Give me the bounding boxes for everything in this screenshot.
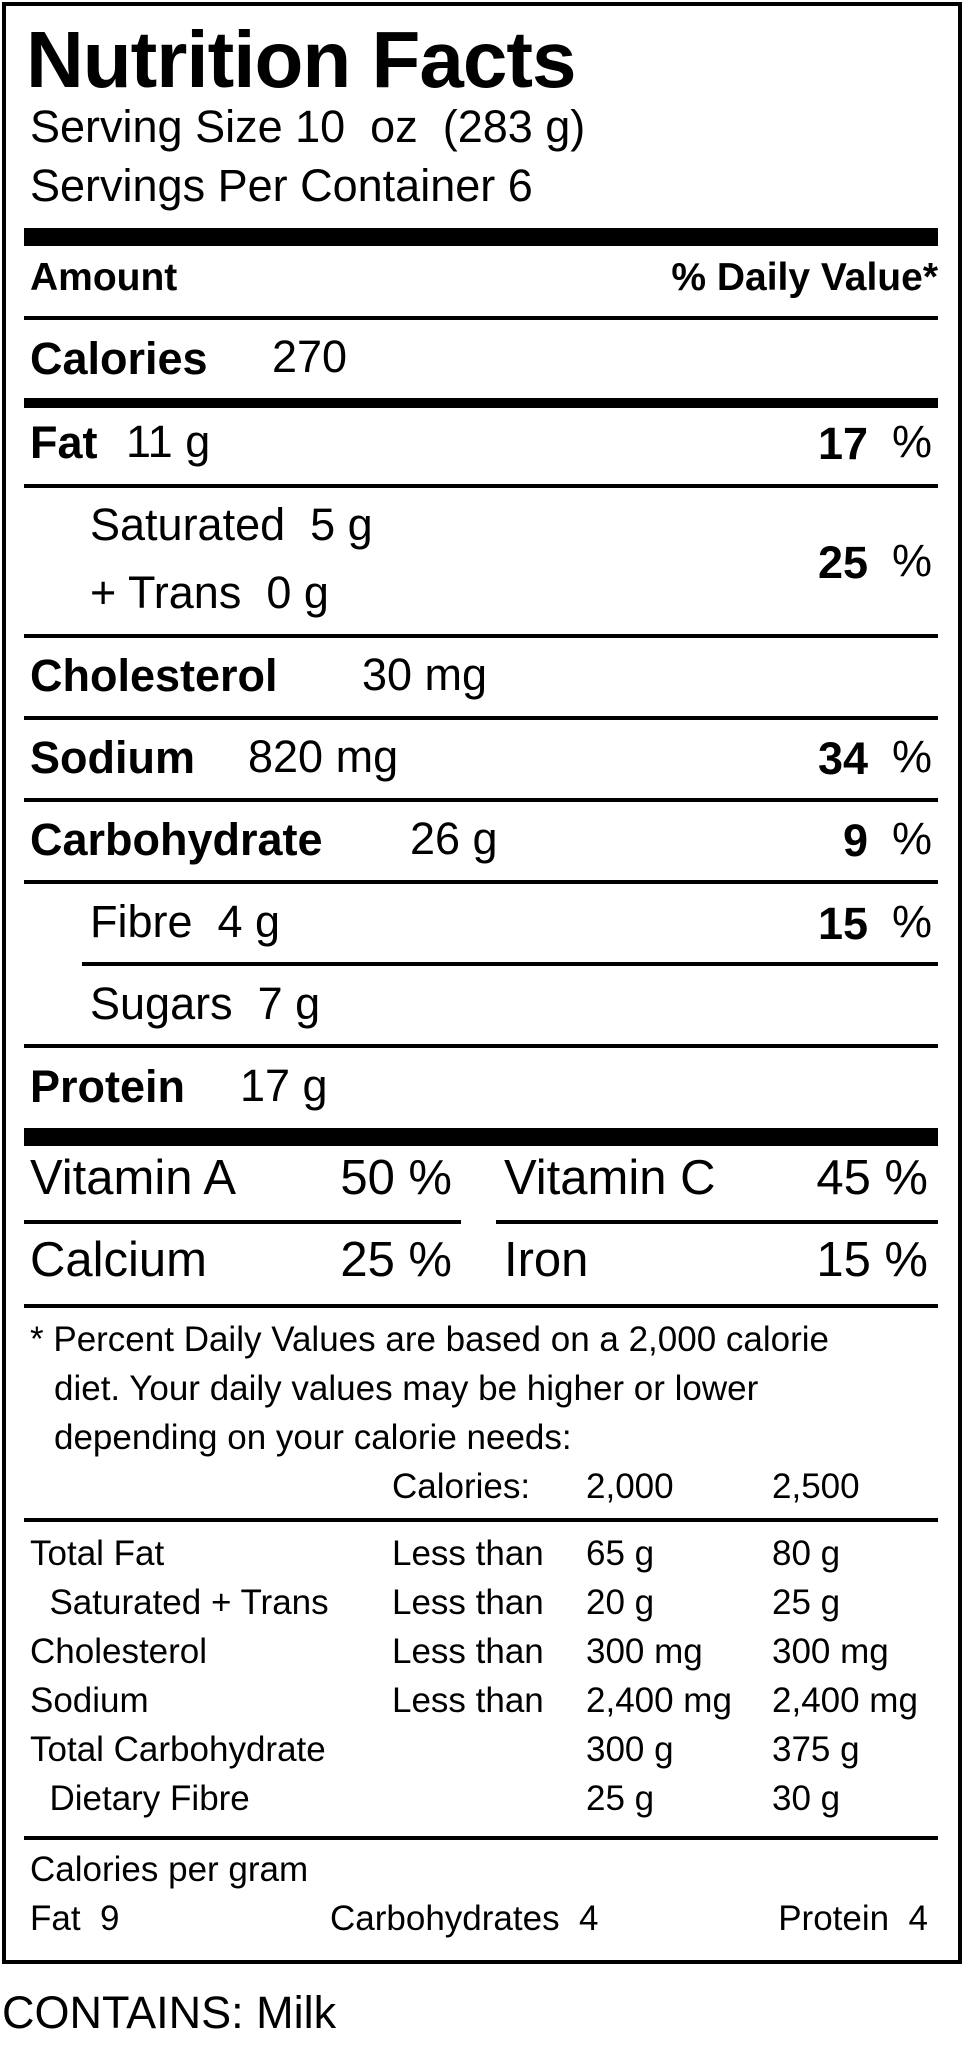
- medium-rule: [24, 398, 938, 408]
- calories-per-gram-fat: Fat 9: [30, 1899, 120, 1938]
- rule: [24, 634, 938, 638]
- allergen-statement: CONTAINS: Milk: [2, 1987, 337, 2038]
- sodium-dv: 34: [817, 733, 868, 784]
- vitamin-a-label: Vitamin A: [30, 1151, 237, 1205]
- iron-value: 15 %: [816, 1233, 928, 1287]
- table-row-limit: Less than: [392, 1632, 544, 1671]
- calcium-value: 25 %: [340, 1233, 452, 1287]
- carbohydrate-label: Carbohydrate: [30, 814, 323, 865]
- table-row-value-2500: 300 mg: [772, 1632, 889, 1671]
- rule: [24, 1044, 938, 1048]
- rule-right-half: [496, 1220, 938, 1224]
- table-row-value-2500: 375 g: [772, 1730, 860, 1769]
- table-row-name: Sodium: [30, 1681, 149, 1720]
- fat-dv: 17: [817, 418, 868, 469]
- fibre-percent-sign: %: [892, 896, 933, 947]
- table-row-limit: Less than: [392, 1583, 544, 1622]
- servings-per-container: Servings Per Container 6: [30, 160, 533, 211]
- calories-per-gram-protein: Protein 4: [778, 1899, 928, 1938]
- vitamin-c-label: Vitamin C: [504, 1151, 716, 1205]
- table-row-value-2500: 25 g: [772, 1583, 841, 1622]
- carbohydrate-amount: 26 g: [410, 813, 498, 864]
- saturated-percent-sign: %: [892, 535, 933, 586]
- table-row-value-2000: 20 g: [586, 1583, 655, 1622]
- footnote-line-2: diet. Your daily values may be higher or lower: [54, 1369, 759, 1408]
- table-row-value-2000: 65 g: [586, 1534, 655, 1573]
- footnote-calories-label: Calories:: [392, 1467, 531, 1506]
- label-title: Nutrition Facts: [26, 15, 576, 104]
- table-row-value-2000: 2,400 mg: [586, 1681, 732, 1720]
- iron-label: Iron: [504, 1233, 589, 1287]
- rule: [24, 716, 938, 720]
- thick-rule-bottom: [24, 1128, 938, 1146]
- carbohydrate-percent-sign: %: [892, 813, 933, 864]
- calories-label: Calories: [30, 333, 208, 384]
- rule: [24, 1304, 938, 1308]
- saturated-label: Saturated 5 g: [90, 499, 373, 550]
- table-row-value-2000: 300 mg: [586, 1632, 703, 1671]
- footnote-col-2000: 2,000: [586, 1467, 674, 1506]
- carbohydrate-dv: 9: [842, 815, 868, 866]
- fat-percent-sign: %: [892, 416, 933, 467]
- sodium-percent-sign: %: [892, 731, 933, 782]
- rule: [24, 316, 938, 320]
- calories-value: 270: [272, 331, 348, 382]
- fat-label: Fat: [30, 417, 98, 468]
- table-row-value-2000: 300 g: [586, 1730, 674, 1769]
- table-row-limit: Less than: [392, 1681, 544, 1720]
- calories-per-gram-label: Calories per gram: [30, 1850, 309, 1889]
- sodium-label: Sodium: [30, 732, 195, 783]
- table-row-value-2500: 2,400 mg: [772, 1681, 918, 1720]
- table-row-value-2500: 30 g: [772, 1779, 841, 1818]
- table-row-name: Total Carbohydrate: [30, 1730, 326, 1769]
- table-row-value-2000: 25 g: [586, 1779, 655, 1818]
- rule: [24, 798, 938, 802]
- table-row-name: Dietary Fibre: [30, 1779, 250, 1818]
- rule-indented: [82, 962, 938, 966]
- sodium-amount: 820 mg: [248, 731, 399, 782]
- serving-size: Serving Size 10 oz (283 g): [30, 101, 586, 152]
- footnote-line-3: depending on your calorie needs:: [54, 1418, 572, 1457]
- calcium-label: Calcium: [30, 1233, 207, 1287]
- trans-label: + Trans 0 g: [90, 567, 329, 618]
- calories-per-gram-carbohydrates: Carbohydrates 4: [330, 1899, 599, 1938]
- cholesterol-amount: 30 mg: [362, 649, 488, 700]
- fat-amount: 11 g: [126, 416, 211, 467]
- saturated-trans-dv: 25: [817, 537, 868, 588]
- footnote-line-1: * Percent Daily Values are based on a 2,000 calorie: [30, 1320, 830, 1359]
- protein-amount: 17 g: [240, 1060, 328, 1111]
- daily-value-header: % Daily Value*: [671, 256, 938, 299]
- vitamin-c-value: 45 %: [816, 1151, 928, 1205]
- cholesterol-label: Cholesterol: [30, 650, 278, 701]
- rule: [24, 1836, 938, 1840]
- thick-rule-top: [24, 228, 938, 246]
- sugars-label: Sugars 7 g: [90, 978, 321, 1029]
- fibre-label: Fibre 4 g: [90, 896, 281, 947]
- table-row-name: Total Fat: [30, 1534, 165, 1573]
- table-row-name: Saturated + Trans: [30, 1583, 329, 1622]
- rule: [24, 880, 938, 884]
- footnote-col-2500: 2,500: [772, 1467, 860, 1506]
- table-row-value-2500: 80 g: [772, 1534, 841, 1573]
- rule: [24, 484, 938, 488]
- amount-header: Amount: [30, 256, 178, 299]
- vitamin-a-value: 50 %: [340, 1151, 452, 1205]
- protein-label: Protein: [30, 1061, 186, 1112]
- table-row-name: Cholesterol: [30, 1632, 208, 1671]
- rule: [24, 1518, 938, 1522]
- fibre-dv: 15: [817, 898, 868, 949]
- rule-left-half: [24, 1220, 461, 1224]
- table-row-limit: Less than: [392, 1534, 544, 1573]
